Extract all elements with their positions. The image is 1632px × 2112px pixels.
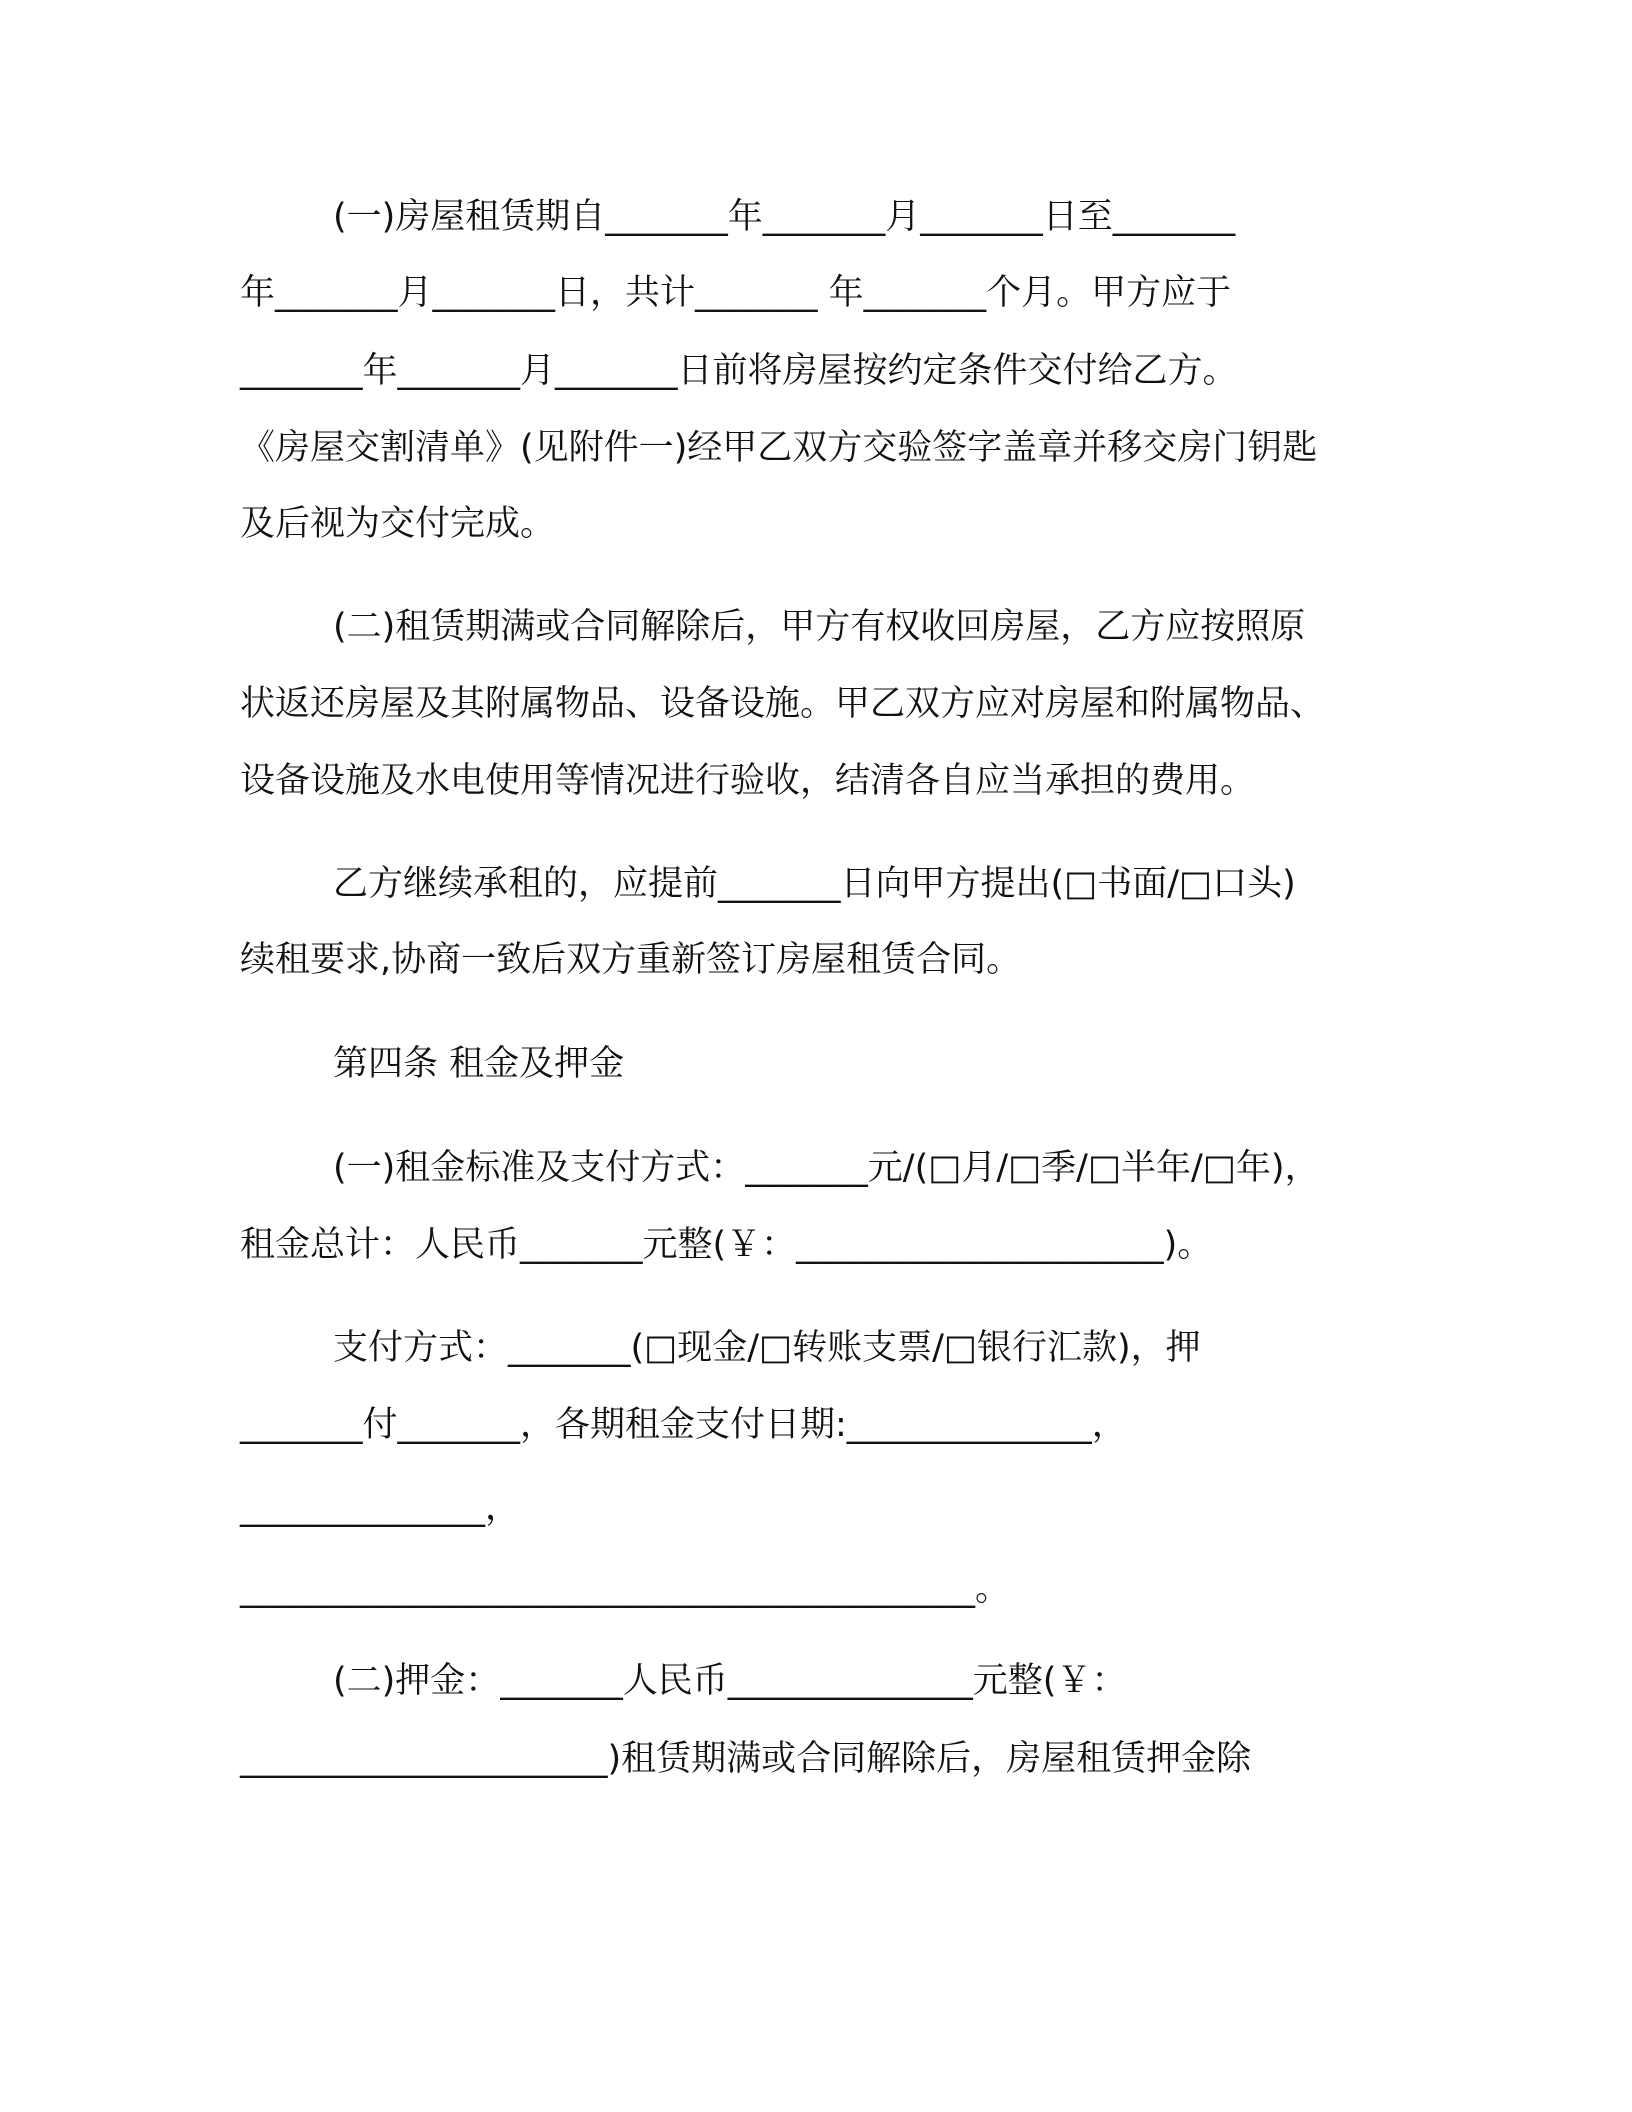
text-line: _______年_______月_______日前将房屋按约定条件交付给乙方。 [240,351,1238,391]
text-line: (一)租金标准及支付方式：_______元/(□月/□季/□半年/□年)， [333,1148,1320,1188]
text-line: 状返还房屋及其附属物品、设备设施。甲乙双方应对房屋和附属物品、 [240,684,1326,724]
section-heading: 第四条 租金及押金 [333,1044,625,1084]
text-line: ______________， [240,1488,521,1528]
text-line: 《房屋交割清单》(见附件一)经甲乙双方交验签字盖章并移交房门钥匙 [240,428,1318,468]
text-line: 支付方式：_______(□现金/□转账支票/□银行汇款)，押 [333,1328,1201,1368]
text-line: 年_______月_______日，共计_______ 年_______个月。甲方应于 [240,273,1232,313]
text-line: (二)租赁期满或合同解除后，甲方有权收回房屋，乙方应按照原 [333,607,1306,647]
text-line: _____________________)租赁期满或合同解除后，房屋租赁押金除 [240,1739,1252,1779]
text-line: 乙方继续承租的，应提前_______日向甲方提出(□书面/□口头) [333,864,1296,904]
text-line: 租金总计：人民币_______元整(￥：_____________________)。 [240,1225,1213,1265]
text-line: _______付_______，各期租金支付日期:______________， [240,1405,1127,1445]
text-line: (一)房屋租赁期自_______年_______月_______日至_______ [333,197,1236,237]
text-line: (二)押金：_______人民币______________元整(￥： [333,1661,1127,1701]
text-line: __________________________________________。 [240,1569,1011,1609]
text-line: 续租要求,协商一致后双方重新签订房屋租赁合同。 [240,940,1022,980]
text-line: 及后视为交付完成。 [240,504,556,544]
text-line: 设备设施及水电使用等情况进行验收，结清各自应当承担的费用。 [240,761,1256,801]
